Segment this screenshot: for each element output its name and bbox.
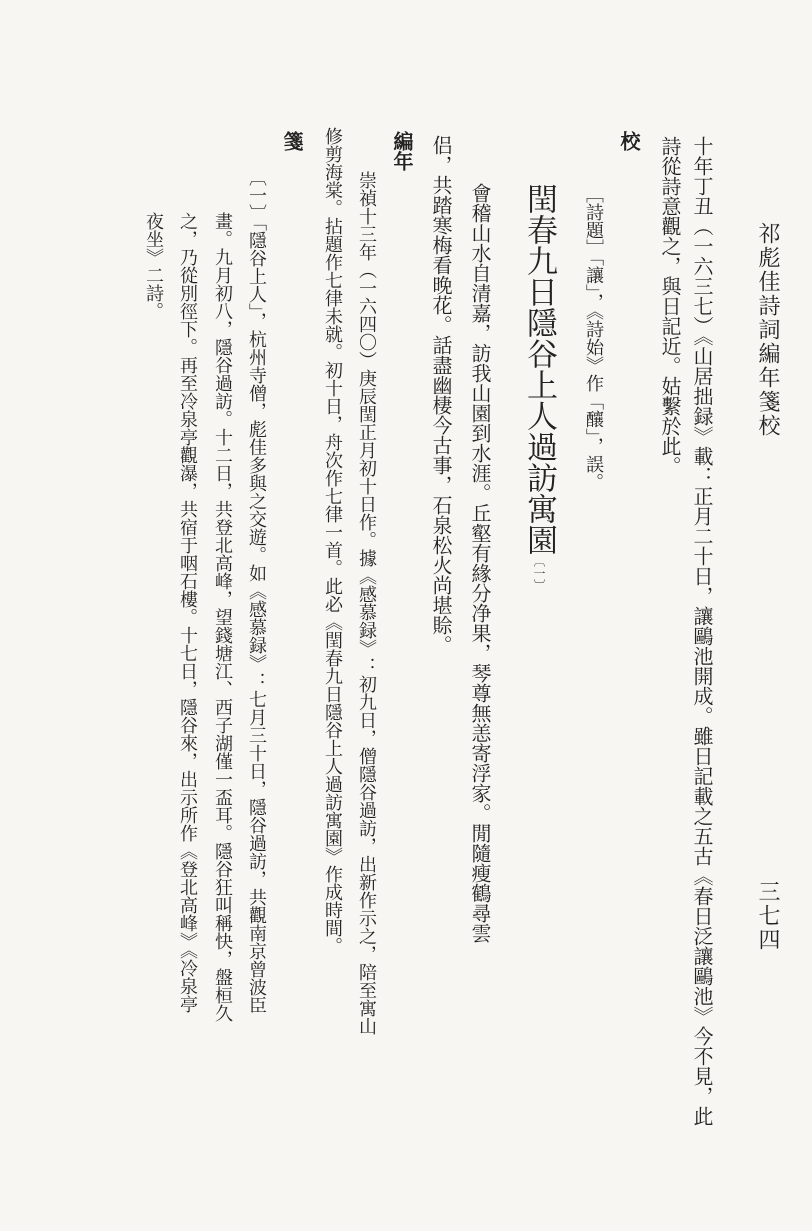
prev-note-line: 詩從詩意觀之，與日記近。姑繫於此。	[658, 136, 682, 476]
annotation-line: 〔一〕「隱谷上人」，杭州寺僧，彪佳多與之交遊。如《感慕録》：七月三十日，隱谷過訪，共觀南京曾波臣	[246, 168, 267, 1014]
poem-title	[521, 183, 557, 591]
collation-label: 校	[617, 131, 641, 151]
prev-note-line: 十年丁丑（一六三七）《山居拙録》載：正月二十日，讓鷗池開成。雖日記載之五古《春日泛讓鷗池》今不見，此	[690, 136, 714, 1126]
poem-line: 侣，共踏寒梅看晚花。話盡幽棲今古事，石泉松火尚堪賒。	[429, 135, 453, 655]
annotation-line: 畫。九月初八，隱谷過訪。十二日，共登北高峰，望錢塘江、西子湖僅一盃耳。隱谷狂叫稱快，盤桓久	[212, 212, 233, 1022]
annotation-label: 箋	[280, 131, 304, 151]
annotation-line: 之，乃從別徑下。再至冷泉亭觀瀑，共宿于咽石樓。十七日，隱谷來，出示所作《登北高峰》《冷泉亭	[177, 212, 198, 1013]
chronology-label: 編年	[390, 131, 414, 171]
poem-title-text: 閏春九日隱谷上人過訪寓園	[521, 183, 557, 555]
annotation-line: 夜坐》二詩。	[143, 212, 164, 320]
page-number: 三七四	[755, 880, 780, 952]
note-marker: 〔一〕	[532, 555, 546, 591]
poem-line: 會稽山水自清嘉，訪我山園到水涯。丘壑有緣分净果，琴尊無恙寄浮家。閒隨瘦鶴尋雲	[468, 183, 492, 943]
collation-text: ［詩題］「讓」，《詩始》作「釀」，誤。	[583, 185, 604, 491]
chronology-line: 修剪海棠。拈題作七律未就。初十日，舟次作七律一首。此必《閏春九日隱谷上人過訪寓園》作成時間。	[322, 127, 343, 955]
chronology-line: 崇禎十三年（一六四〇）庚辰閏正月初十日作。據《感慕録》：初九日，僧隱谷過訪，出新作示之，陪至寓山	[356, 171, 377, 1035]
book-title-header: 祁彪佳詩詞編年箋校	[755, 222, 780, 438]
